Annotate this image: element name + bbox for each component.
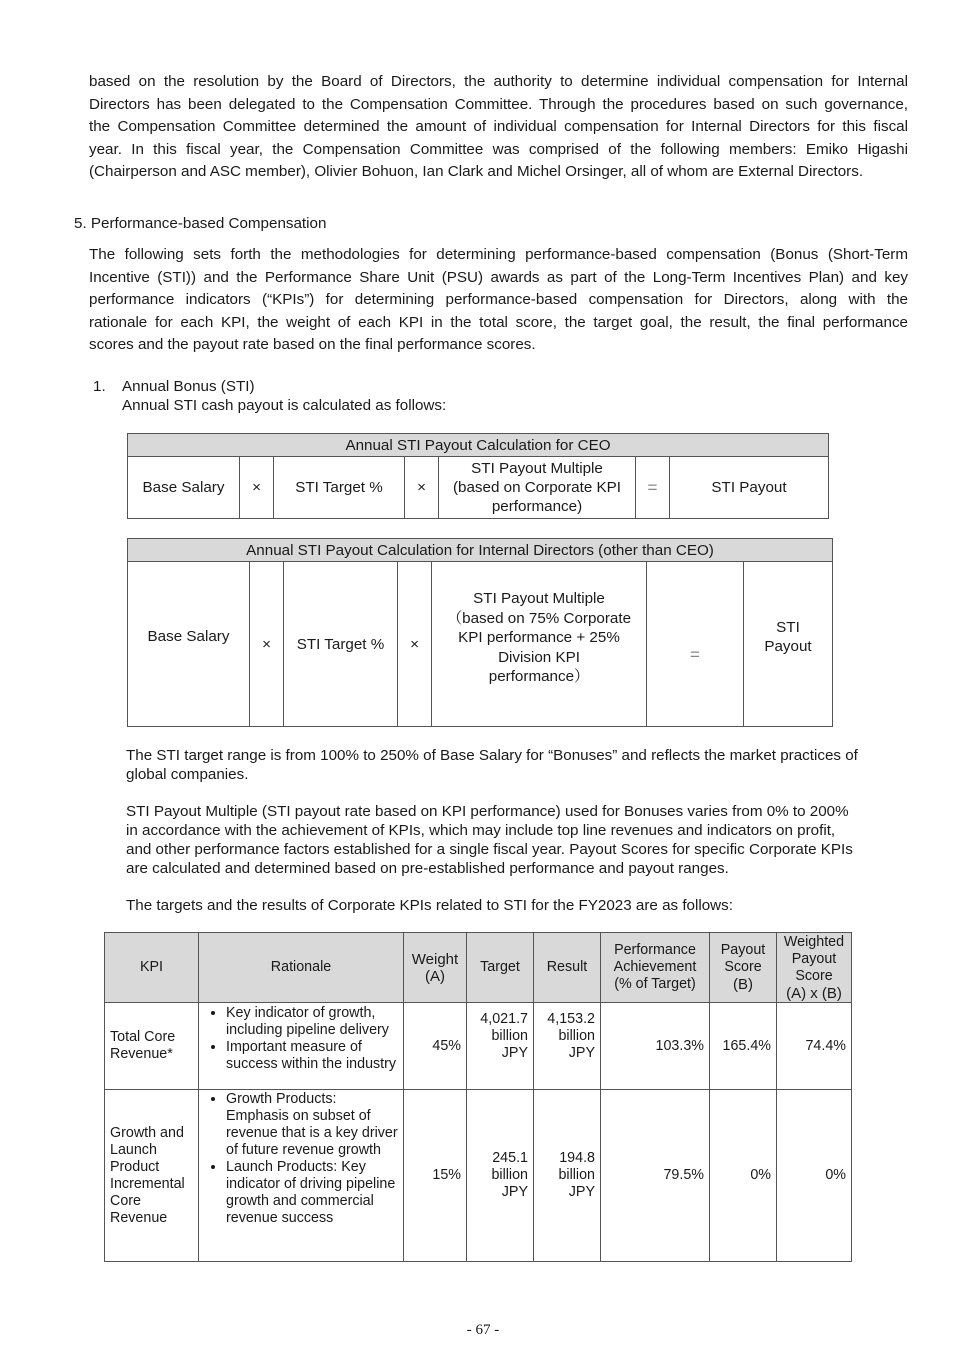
rationale-cell xyxy=(199,1090,404,1262)
section5-paragraph xyxy=(89,244,908,357)
weighted-score-header xyxy=(777,933,852,1003)
equals-sign: = xyxy=(647,562,744,727)
value-line: JPY xyxy=(568,1045,595,1061)
payout-score-header xyxy=(710,933,777,1003)
section-heading: 5. Performance-based Compensation xyxy=(74,215,327,232)
value-line: billion xyxy=(491,1167,528,1183)
note-line: global companies. xyxy=(126,766,249,783)
rationale-cell xyxy=(199,1003,404,1090)
header-line: Score xyxy=(724,959,762,975)
equals-sign: = xyxy=(636,457,670,519)
table-row xyxy=(105,1090,852,1262)
rationale-item: • Launch Products: Key indicator of driving pipeline growth and commercial revenue success xyxy=(226,1159,398,1227)
weighted-score-cell: 0% xyxy=(777,1090,852,1262)
kpi-cell: Growth and Launch Product Incremental Core Revenue xyxy=(105,1090,199,1262)
value-line: billion xyxy=(491,1028,528,1044)
multiply-sign: × xyxy=(398,562,432,727)
payout-multiple-line: STI Payout Multiple xyxy=(471,460,603,477)
rationale-item: • Growth Products: Emphasis on subset of revenue that is a key driver of future revenue growth xyxy=(226,1091,398,1159)
intro-line: the Compensation Committee determined the amount of individual compensation for Internal Directors for this fiscal xyxy=(89,118,908,135)
kpi-table xyxy=(104,932,852,1262)
payout-multiple-line: KPI performance + 25% xyxy=(458,629,620,647)
value-line: billion xyxy=(558,1167,595,1183)
payout-multiple-line: (based on Corporate KPI xyxy=(452,479,621,496)
bonus-title: Annual Bonus (STI) xyxy=(122,378,255,395)
result-cell xyxy=(534,1090,601,1262)
header-line: (B) xyxy=(733,976,753,993)
weight-cell: 15% xyxy=(404,1090,467,1262)
weight-cell: 45% xyxy=(404,1003,467,1090)
section5-line: scores and the payout rate based on the final performance scores. xyxy=(89,336,536,353)
header-line: Performance xyxy=(614,942,696,958)
ceo-calc-table xyxy=(127,433,829,519)
section5-line: The following sets forth the methodologies for determining performance-based compensation (Bonus (Short-Term xyxy=(89,246,908,263)
value-line: JPY xyxy=(568,1184,595,1200)
section5-line: Incentive (STI)) and the Performance Share Unit (PSU) awards as part of the Long-Term Incentives Plan) and key xyxy=(89,268,908,286)
value-line: JPY xyxy=(501,1184,528,1200)
value-line: billion xyxy=(558,1028,595,1044)
header-line: Score xyxy=(795,967,833,984)
intro-line: Directors has been delegated to the Compensation Committee. Through the procedures based on such governance, xyxy=(89,95,908,113)
target-header: Target xyxy=(467,933,534,1003)
header-line: Achievement xyxy=(613,959,697,975)
header-line: Weight xyxy=(411,950,459,968)
section5-line: performance indicators (“KPIs”) for determining performance-based compensation for Directors, along with the xyxy=(89,291,908,308)
base-salary-cell: Base Salary xyxy=(128,457,240,519)
payout-multiple-line: （based on 75% Corporate xyxy=(446,609,632,627)
header-line: Payout xyxy=(720,942,766,958)
achievement-cell: 103.3% xyxy=(601,1003,710,1090)
header-line: (A) xyxy=(425,967,445,985)
weighted-score-cell: 74.4% xyxy=(777,1003,852,1090)
weight-header xyxy=(404,933,467,1003)
value-line: 194.8 xyxy=(559,1150,595,1166)
header-line: (% of Target) xyxy=(614,976,696,992)
page-number: - 67 - xyxy=(466,1322,500,1338)
payout-multiple-line: performance） xyxy=(488,668,590,686)
payout-multiple-cell xyxy=(439,457,636,519)
rationale-item: • Important measure of success within the industry xyxy=(226,1039,398,1073)
directors-calc-title: Annual STI Payout Calculation for Internal Directors (other than CEO) xyxy=(128,539,833,562)
result-header: Result xyxy=(534,933,601,1003)
sti-payout-cell xyxy=(744,562,833,727)
rationale-item: • Key indicator of growth, including pipeline delivery xyxy=(226,1005,398,1039)
ceo-calc-title: Annual STI Payout Calculation for CEO xyxy=(128,434,829,457)
header-line: Payout xyxy=(791,950,837,967)
intro-line: based on the resolution by the Board of Directors, the authority to determine individual compensation for Internal xyxy=(89,73,908,90)
achievement-header xyxy=(601,933,710,1003)
sti-payout-line: STI xyxy=(776,618,800,636)
payout-multiple-note xyxy=(126,802,909,878)
intro-line: year. In this fiscal year, the Compensation Committee was comprised of the following members: Emiko Higashi xyxy=(89,140,908,158)
target-cell xyxy=(467,1003,534,1090)
intro-line: (Chairperson and ASC member), Olivier Bohuon, Ian Clark and Michel Orsinger, all of whom are External Directors. xyxy=(89,163,864,180)
sti-target-cell: STI Target % xyxy=(274,457,405,519)
note-line: STI Payout Multiple (STI payout rate based on KPI performance) used for Bonuses varies from 0% to 200% xyxy=(126,803,849,820)
result-cell xyxy=(534,1003,601,1090)
multiply-sign: × xyxy=(250,562,284,727)
section5-line: rationale for each KPI, the weight of each KPI in the total score, the target goal, the result, the final performance xyxy=(89,313,908,331)
note-line: The STI target range is from 100% to 250% of Base Salary for “Bonuses” and reflects the market practices of xyxy=(126,747,858,764)
kpi-cell: Total Core Revenue* xyxy=(105,1003,199,1090)
sti-range-note xyxy=(126,746,909,784)
achievement-cell: 79.5% xyxy=(601,1090,710,1262)
value-line: JPY xyxy=(501,1045,528,1061)
intro-paragraph xyxy=(89,71,908,184)
payout-score-cell: 0% xyxy=(710,1090,777,1262)
header-line: (A) x (B) xyxy=(786,984,842,1002)
directors-calc-table xyxy=(127,538,833,727)
bonus-number: 1. xyxy=(93,378,106,395)
sti-payout-line: Payout xyxy=(764,638,812,655)
sti-target-cell: STI Target % xyxy=(284,562,398,727)
payout-multiple-line: STI Payout Multiple xyxy=(473,590,605,608)
header-line: Weighted xyxy=(783,933,845,950)
bonus-subtitle: Annual STI cash payout is calculated as follows: xyxy=(122,397,447,414)
value-line: 4,021.7 xyxy=(480,1011,528,1027)
multiply-sign: × xyxy=(405,457,439,519)
note-line: are calculated and determined based on pre-established performance and payout ranges. xyxy=(126,860,729,877)
payout-multiple-line: performance) xyxy=(491,498,583,515)
sti-payout-cell: STI Payout xyxy=(670,457,829,519)
kpi-header: KPI xyxy=(105,933,199,1003)
value-line: 4,153.2 xyxy=(547,1011,595,1027)
base-salary-cell: Base Salary xyxy=(128,562,250,727)
target-cell xyxy=(467,1090,534,1262)
payout-multiple-line: Division KPI xyxy=(498,648,580,666)
table-row xyxy=(105,1003,852,1090)
multiply-sign: × xyxy=(240,457,274,519)
note-line: and other performance factors established for a single fiscal year. Payout Scores for specific Corporate KPIs xyxy=(126,841,853,858)
targets-intro: The targets and the results of Corporate KPIs related to STI for the FY2023 are as follows: xyxy=(126,897,733,914)
note-line: in accordance with the achievement of KPIs, which may include top line revenues and indicators on profit, xyxy=(126,822,836,839)
value-line: 245.1 xyxy=(492,1150,528,1166)
rationale-header: Rationale xyxy=(199,933,404,1003)
payout-multiple-cell xyxy=(432,562,647,727)
payout-score-cell: 165.4% xyxy=(710,1003,777,1090)
